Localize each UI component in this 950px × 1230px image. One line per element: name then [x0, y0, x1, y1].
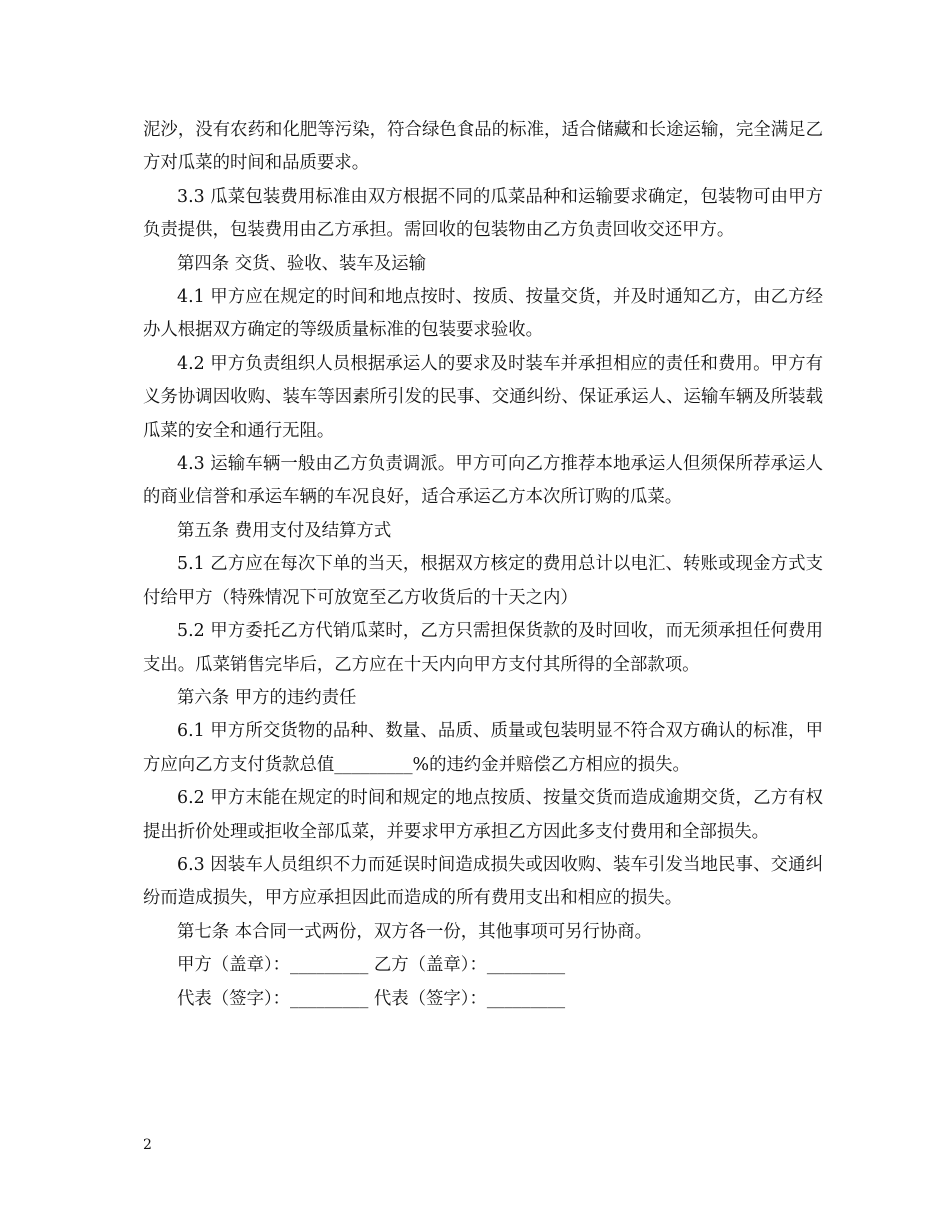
clause-4-1: 4.1 甲方应在规定的时间和地点按时、按质、按量交货，并及时通知乙方，由乙方经办人根据双方确定的等级质量标准的包装要求验收。: [143, 287, 823, 341]
clause-6-3: 6.3 因装车人员组织不力而延误时间造成损失或因收购、装车引发当地民事、交通纠纷而造成损失，甲方应承担因此而造成的所有费用支出和相应的损失。: [143, 854, 823, 909]
clause-6-1: 6.1 甲方所交货物的品种、数量、品质、质量或包装明显不符合双方确认的标准，甲方应向乙方支付货款总值_________%的违约金并赔偿乙方相应的损失。: [143, 721, 823, 775]
seal-line: 甲方（盖章）：_________ 乙方（盖章）：_________: [177, 955, 566, 976]
article-4-heading: 第四条 交货、验收、装车及运输: [177, 253, 426, 274]
clause-4-3: 4.3 运输车辆一般由乙方负责调派。甲方可向乙方推荐本地承运人但须保所荐承运人的商业信誉和承运车辆的车况良好，适合承运乙方本次所订购的瓜菜。: [143, 454, 823, 508]
clause-5-2: 5.2 甲方委托乙方代销瓜菜时，乙方只需担保货款的及时回收，而无须承担任何费用支出。瓜菜销售完毕后，乙方应在十天内向甲方支付其所得的全部款项。: [143, 621, 823, 675]
article-6-heading: 第六条 甲方的违约责任: [177, 687, 357, 708]
document-body: [143, 114, 823, 1016]
signature-line: 代表（签字）：_________ 代表（签字）：_________: [177, 988, 566, 1009]
clause-4-2: 4.2 甲方负责组织人员根据承运人的要求及时装车并承担相应的责任和费用。甲方有义务协调因收购、装车等因素所引发的民事、交通纠纷、保证承运人、运输车辆及所装载瓜菜的安全和通行无阻。: [143, 353, 823, 441]
paragraph: 泥沙，没有农药和化肥等污染，符合绿色食品的标准，适合储藏和长途运输，完全满足乙方对瓜菜的时间和品质要求。: [143, 120, 823, 174]
article-7: 第七条 本合同一式两份，双方各一份，其他事项可另行协商。: [177, 921, 653, 942]
page-number: 2: [143, 1137, 152, 1153]
article-5-heading: 第五条 费用支付及结算方式: [177, 520, 392, 541]
clause-5-1: 5.1 乙方应在每次下单的当天，根据双方核定的费用总计以电汇、转账或现金方式支付给甲方（特殊情况下可放宽至乙方收货后的十天之内）: [143, 554, 823, 608]
clause-3-3: 3.3 瓜菜包装费用标准由双方根据不同的瓜菜品种和运输要求确定，包装物可由甲方负责提供，包装费用由乙方承担。需回收的包装物由乙方负责回收交还甲方。: [143, 186, 823, 241]
clause-6-2: 6.2 甲方末能在规定的时间和规定的地点按质、按量交货而造成逾期交货，乙方有权提出折价处理或拒收全部瓜菜，并要求甲方承担乙方因此多支付费用和全部损失。: [143, 788, 823, 842]
